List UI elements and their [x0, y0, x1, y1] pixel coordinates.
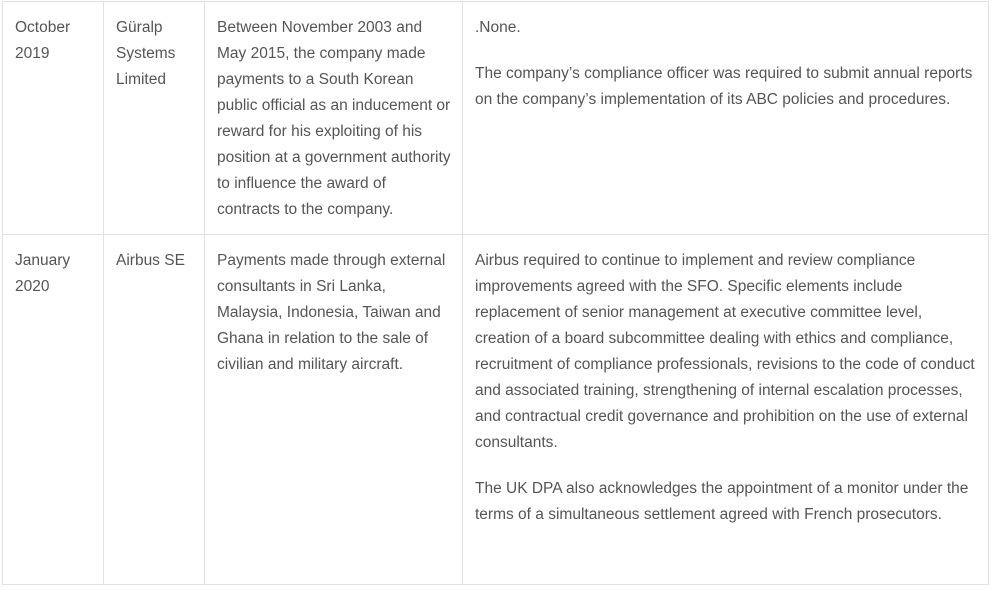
terms-paragraph: The company’s compliance officer was required to submit annual reports on the company’s implementation of its ABC policies and procedures. — [475, 65, 973, 108]
table-row — [3, 2, 989, 235]
terms-paragraph: The UK DPA also acknowledges the appointment of a monitor under the terms of a simultaneous settlement agreed with French prosecutors. — [475, 480, 969, 523]
terms-paragraph: Airbus required to continue to implement and review compliance improvements agreed with the SFO. Specific elements include replacement of senior management at executive committee level, creation of a board subcommittee dealing with ethics and compliance, recruitment of compliance professionals, revisions to the code of conduct and associated training, strengthening of internal escalation processes, and contractual credit governance and prohibition on the use of external consultants. — [475, 252, 975, 451]
terms-cell — [463, 235, 989, 585]
company-text: Güralp Systems Limited — [116, 19, 176, 88]
terms-paragraph: .None. — [475, 19, 521, 36]
company-cell — [104, 2, 205, 235]
conduct-cell — [205, 235, 463, 585]
conduct-text: Payments made through external consultants in Sri Lanka, Malaysia, Indonesia, Taiwan and Ghana in relation to the sale of civilian and military aircraft. — [217, 252, 446, 373]
conduct-cell — [205, 2, 463, 235]
company-text: Airbus SE — [116, 252, 185, 269]
date-text: October 2019 — [15, 19, 71, 62]
terms-cell — [463, 2, 989, 235]
date-cell — [3, 2, 104, 235]
date-text: January 2020 — [15, 252, 71, 295]
date-cell — [3, 235, 104, 585]
company-cell — [104, 235, 205, 585]
dpa-table — [2, 1, 989, 585]
table-row — [3, 235, 989, 585]
conduct-text: Between November 2003 and May 2015, the company made payments to a South Korean public official as an inducement or reward for his exploiting of his position at a government authority to influence the award of contracts to the company. — [217, 19, 451, 218]
